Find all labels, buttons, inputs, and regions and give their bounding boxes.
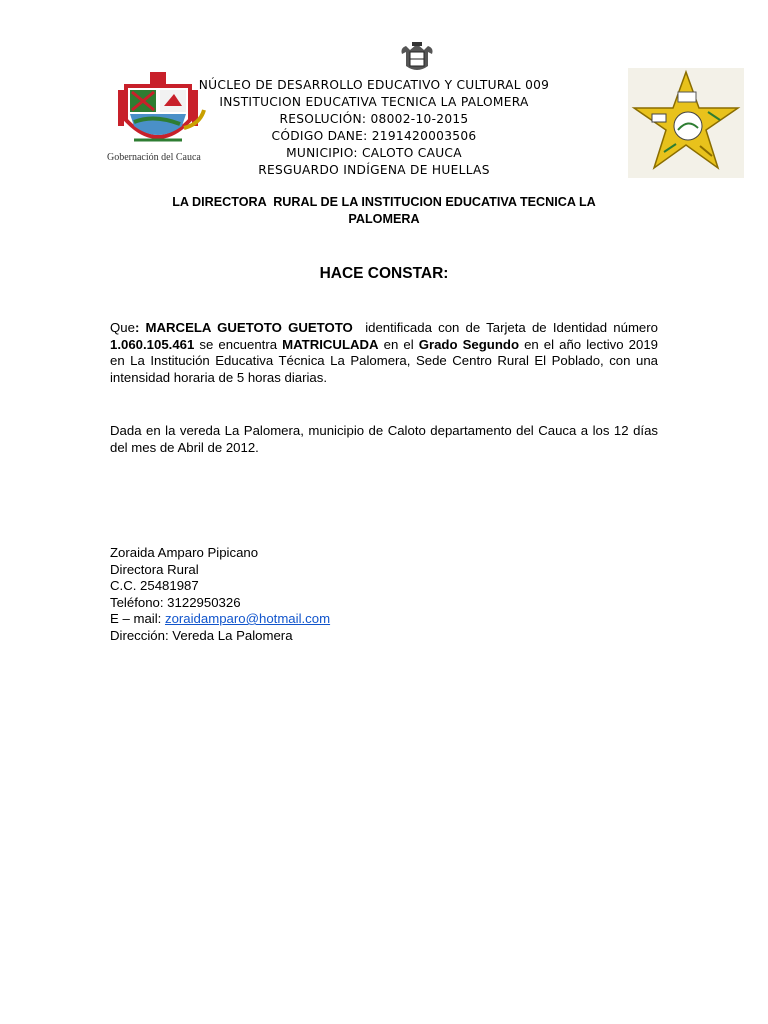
crest-caption: Gobernación del Cauca [107, 152, 201, 163]
signature-block [110, 545, 330, 644]
signer-phone: Teléfono: 3122950326 [110, 594, 241, 610]
para-text-identificada: identificada con de Tarjeta de Identidad número [352, 320, 662, 335]
email-link[interactable]: zoraidamparo@hotmail.com [164, 611, 331, 626]
signer-email-line [110, 611, 330, 628]
document-title [110, 194, 658, 228]
para-text-en-el: en el [378, 336, 419, 352]
header-line-municipio: MUNICIPIO: CALOTO CAUCA [286, 146, 462, 160]
header-line-resguardo: RESGUARDO INDÍGENA DE HUELLAS [258, 163, 490, 177]
signer-cc: C.C. 25481987 [110, 578, 199, 593]
certification-paragraph [110, 320, 662, 386]
para-text-rest: en el año lectivo 2019 en La Institución Educativa Técnica La Palomera, Sede Centro Rural El Poblado, con una intensidad horaria de 5 horas diarias. [110, 336, 658, 385]
hace-constar-heading: HACE CONSTAR: [319, 265, 449, 282]
header-line-codigo-dane: CÓDIGO DANE: 2191420003506 [271, 129, 477, 143]
student-name: : MARCELA GUETOTO GUETOTO [134, 320, 353, 335]
signer-name: Zoraida Amparo Pipicano [110, 545, 259, 560]
signer-role: Directora Rural [110, 561, 199, 577]
student-id-number: 1.060.105.461 [110, 336, 195, 352]
para-text-que: Que [110, 320, 135, 335]
title-line-1: LA DIRECTORA RURAL DE LA INSTITUCION EDUCATIVA TECNICA LA [172, 195, 596, 209]
para-text-se-encuentra: se encuentra [194, 336, 283, 352]
institution-header [160, 77, 588, 179]
student-grade: Grado Segundo [418, 336, 520, 352]
email-label: E – mail: [110, 611, 165, 626]
header-line-resolucion: RESOLUCIÓN: 08002-10-2015 [279, 112, 469, 126]
header-line-nucleo: NÚCLEO DE DESARROLLO EDUCATIVO Y CULTURAL 009 [198, 78, 550, 92]
header-line-institucion: INSTITUCION EDUCATIVA TECNICA LA PALOMERA [219, 95, 529, 109]
institution-star-emblem-icon [628, 68, 744, 178]
title-line-2: PALOMERA [348, 212, 420, 226]
signer-address: Dirección: Vereda La Palomera [110, 627, 293, 643]
national-crest-icon [398, 40, 436, 76]
enrollment-status: MATRICULADA [282, 336, 379, 352]
issue-date-paragraph: Dada en la vereda La Palomera, municipio de Caloto departamento del Cauca a los 12 días del mes de Abril de 2012. [110, 423, 658, 455]
